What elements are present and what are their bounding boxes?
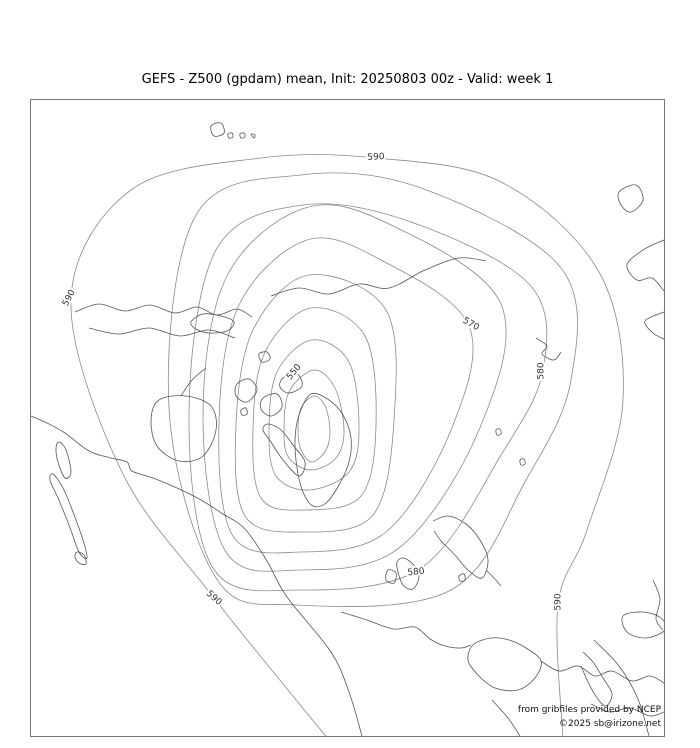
height-contours-path bbox=[253, 308, 376, 511]
contour-label: 580 bbox=[406, 566, 426, 579]
coastlines-path bbox=[75, 304, 252, 317]
contour-label: 590 bbox=[553, 593, 564, 611]
height-contours-path bbox=[71, 154, 623, 736]
height-contours-path bbox=[235, 275, 396, 533]
coastlines-path bbox=[622, 612, 664, 638]
height-contours-path bbox=[203, 205, 506, 572]
attribution-copyright: ©2025 sb@irizone.net bbox=[559, 719, 661, 729]
height-contours bbox=[71, 154, 623, 736]
contour-label: 590 bbox=[367, 152, 385, 163]
contour-label: 580 bbox=[536, 362, 547, 380]
coastlines-path bbox=[653, 580, 663, 630]
coastlines-path bbox=[181, 368, 206, 396]
height-contours-path bbox=[284, 370, 344, 470]
coastlines-path bbox=[541, 661, 664, 683]
contour-label: 550 bbox=[285, 362, 304, 383]
coastlines-path bbox=[56, 442, 71, 479]
coastlines-path bbox=[496, 429, 501, 436]
coastlines-path bbox=[468, 638, 542, 691]
coastlines-path bbox=[240, 133, 245, 138]
coastlines-path bbox=[536, 338, 561, 360]
coastlines-path bbox=[627, 240, 664, 291]
coastlines-path bbox=[228, 133, 233, 138]
coastlines-path bbox=[520, 459, 525, 466]
coastlines-path bbox=[645, 312, 664, 339]
coastlines-path bbox=[618, 185, 643, 212]
coastlines-path bbox=[50, 474, 87, 559]
contour-label: 590 bbox=[60, 288, 78, 309]
coastlines-path bbox=[492, 700, 520, 736]
map-frame bbox=[30, 99, 665, 737]
coastlines-path bbox=[459, 574, 466, 581]
attribution-source: from gribfiles provided by NCEP bbox=[517, 705, 661, 715]
z500-contour-map bbox=[31, 100, 664, 736]
coastlines-path bbox=[433, 516, 488, 578]
coastlines-path bbox=[341, 612, 471, 648]
contour-labels bbox=[61, 152, 564, 611]
height-contours-path bbox=[189, 204, 547, 591]
height-contours-path bbox=[269, 340, 359, 490]
coastlines bbox=[31, 123, 664, 736]
contour-label: 590 bbox=[203, 588, 224, 608]
coastlines-path bbox=[251, 134, 255, 138]
coastlines-path bbox=[241, 408, 248, 415]
coastlines-path bbox=[211, 123, 225, 137]
height-contours-path bbox=[168, 173, 577, 607]
coastlines-path bbox=[581, 652, 612, 706]
coastlines-path bbox=[151, 396, 217, 462]
chart-title: GEFS - Z500 (gpdam) mean, Init: 20250803 00z - Valid: week 1 bbox=[141, 72, 554, 87]
coastlines-path bbox=[271, 258, 486, 296]
coastlines-path bbox=[486, 570, 501, 586]
contour-label: 570 bbox=[460, 315, 481, 334]
